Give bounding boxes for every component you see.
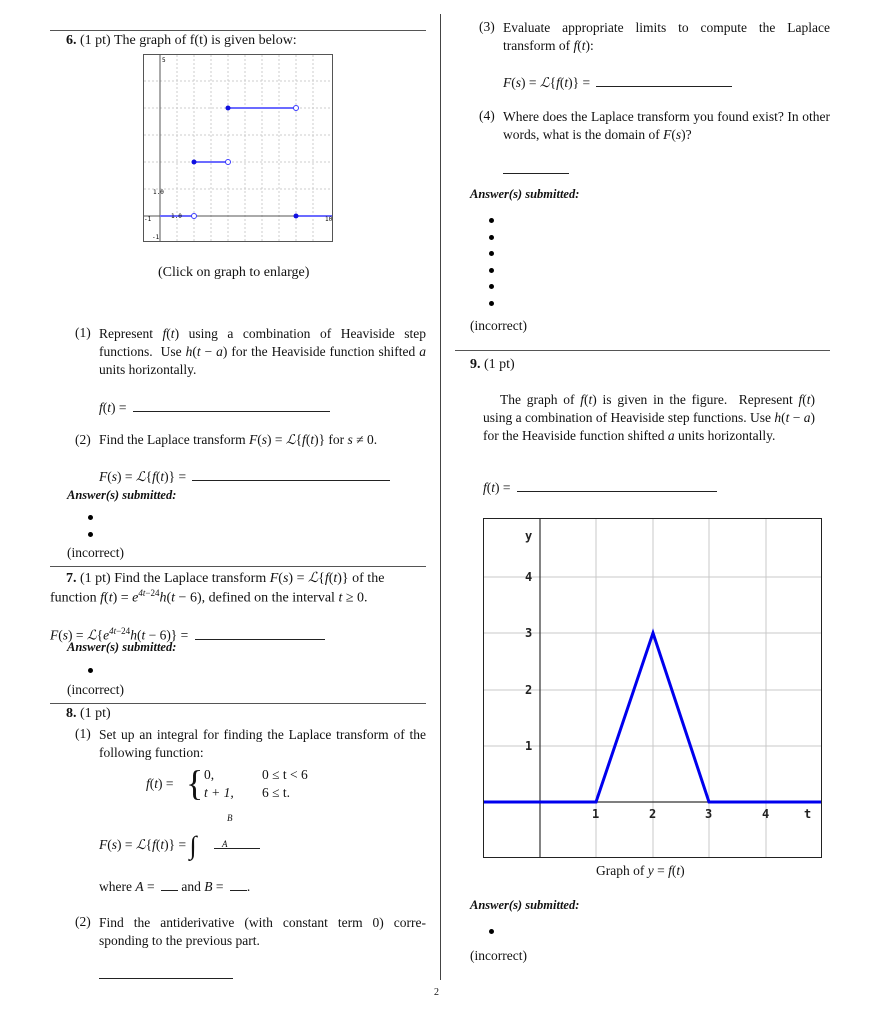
problem-8-top-rule (50, 703, 426, 704)
p6-part1-answer: f(t) = (99, 400, 330, 416)
problem-7-line2: function $f(t) = e^{4t-24}h(t - 6)$, defined on the interval t ≥ 0. (50, 588, 368, 606)
p8-part2-text: Find the antiderivative (with constant term 0) corre- sponding to the previous part. (99, 915, 426, 948)
y-tick-1: 1 (525, 739, 533, 753)
answer-bullet (88, 515, 93, 520)
answers-submitted-label: Answer(s) submitted: (470, 187, 580, 201)
problem-number: 6. (66, 33, 77, 48)
problem-points: (1 pt) (80, 706, 111, 721)
problem-7-top-rule (50, 566, 426, 567)
problem-7-line1: 7. (1 pt) Find the Laplace transform F(s) = ℒ{f(t)} of the (66, 571, 385, 586)
p8-part3-text: Evaluate appropriate limits to compute the Laplace transform of f(t): (503, 20, 830, 53)
problem-9-top-rule (455, 350, 830, 351)
problem-9-header (470, 357, 515, 373)
p8-part2-label: (2) (75, 914, 91, 929)
x-tick-4: 4 (762, 807, 770, 821)
answer-blank[interactable] (192, 479, 390, 481)
x-min-label: -1 (144, 216, 152, 223)
page-number: 2 (434, 987, 439, 998)
antiderivative-blank[interactable] (99, 978, 233, 979)
answer-bullet (489, 929, 494, 934)
answer-bullet (489, 284, 494, 289)
domain-blank[interactable] (503, 173, 569, 174)
integral-lower: A (222, 839, 228, 849)
answers-submitted-label: Answer(s) submitted: (67, 640, 177, 654)
y-tick-3: 3 (525, 626, 533, 640)
y-axis-label: y (525, 529, 533, 543)
status-incorrect: (incorrect) (470, 318, 527, 333)
problem-intro: The graph of f(t) is given below: (113, 33, 297, 48)
answers-submitted-label: Answer(s) submitted: (67, 488, 177, 502)
x-max-label: 10 (325, 216, 333, 223)
p6-part2-text: Find the Laplace transform F(s) = ℒ{f(t)} for s ≠ 0. (99, 432, 378, 447)
status-incorrect: (incorrect) (470, 948, 527, 963)
piecewise-cond: 0 ≤ t < 6 (262, 767, 308, 782)
problem-9-answer: f(t) = (483, 480, 717, 496)
x-tick-1: 1 (592, 807, 600, 821)
answer-bullet (88, 532, 93, 537)
answer-bullet (88, 668, 93, 673)
y-tick-label: 1.0 (153, 189, 164, 196)
problem-number: 8. (66, 706, 77, 721)
piecewise-cond: 6 ≤ t. (262, 785, 291, 800)
p6-part2-label: (2) (75, 432, 91, 447)
y-tick-2: 2 (525, 683, 533, 697)
problem-8-header (66, 706, 111, 722)
problem-points: (1 pt) (80, 571, 111, 586)
x-tick-3: 3 (705, 807, 713, 821)
answer-bullet (489, 235, 494, 240)
column-divider (440, 14, 441, 980)
piecewise-expr: 0, (204, 767, 215, 782)
p8-part1-text: Set up an integral for finding the Laplace transform of the following function: (99, 727, 426, 760)
y-top-label: 5 (162, 57, 166, 64)
answer-blank[interactable] (517, 490, 717, 492)
integral-upper: B (227, 813, 233, 823)
answer-blank[interactable] (133, 410, 330, 412)
x-tick-label: 1.0 (171, 213, 182, 220)
problem-number: 9. (470, 357, 481, 372)
problem-number: 7. (66, 571, 77, 586)
problem-7-answer: $F(s) = ℒ\{e^{4t-24}h(t - 6)\}$ = (50, 626, 325, 644)
problem-9-graph (483, 518, 822, 858)
p6-part2-answer: F(s) = ℒ{f(t)} = (99, 469, 390, 485)
answer-bullet (489, 268, 494, 273)
problem-6-graph[interactable] (143, 54, 333, 242)
y-min-label: -1 (152, 234, 160, 241)
y-tick-4: 4 (525, 570, 533, 584)
status-incorrect: (incorrect) (67, 545, 124, 560)
problem-6-top-rule (50, 30, 426, 31)
p8-part4-label: (4) (479, 108, 495, 123)
problem-points: (1 pt) (80, 33, 111, 48)
problem-6-header (66, 33, 297, 49)
x-tick-2: 2 (649, 807, 657, 821)
x-axis-label: t (804, 807, 812, 821)
answers-submitted-label: Answer(s) submitted: (470, 898, 580, 912)
p8-part3-label: (3) (479, 19, 495, 34)
p8-part4-text: Where does the Laplace transform you found exist? In other words, what is the domain of F(s)? (503, 109, 830, 142)
answer-blank[interactable] (195, 638, 325, 640)
p6-part1-text: Represent f(t) using a combination of Heaviside step functions. Use h(t − a) for the Heaviside function shifted a units horizontally. (99, 326, 427, 377)
graph-enlarge-link[interactable]: (Click on graph to enlarge) (158, 265, 310, 280)
problem-points: (1 pt) (484, 357, 515, 372)
answer-bullet (489, 301, 494, 306)
answer-blank[interactable] (596, 85, 732, 87)
status-incorrect: (incorrect) (67, 682, 124, 697)
graph-caption: Graph of y = f(t) (596, 863, 685, 878)
p6-part1-label: (1) (75, 325, 91, 340)
integrand-blank[interactable] (214, 847, 260, 849)
answer-bullet (489, 218, 494, 223)
answer-bullet (489, 251, 494, 256)
p8-part3-answer: F(s) = ℒ{f(t)} = (503, 75, 732, 91)
p8-integral-answer: F(s) = ℒ{f(t)} = ∫ (99, 826, 260, 856)
where-a-b: where A = and B = . (99, 879, 251, 894)
b-blank[interactable] (230, 889, 247, 891)
piecewise-expr: t + 1, (204, 785, 234, 800)
problem-9-text: The graph of f(t) is given in the figure. Represent f(t) using a combination of Heaviside step functions. Use h(t − a) for the Heaviside function shifted a units horizontally. (483, 392, 815, 443)
a-blank[interactable] (161, 889, 178, 891)
p8-part1-label: (1) (75, 726, 91, 741)
